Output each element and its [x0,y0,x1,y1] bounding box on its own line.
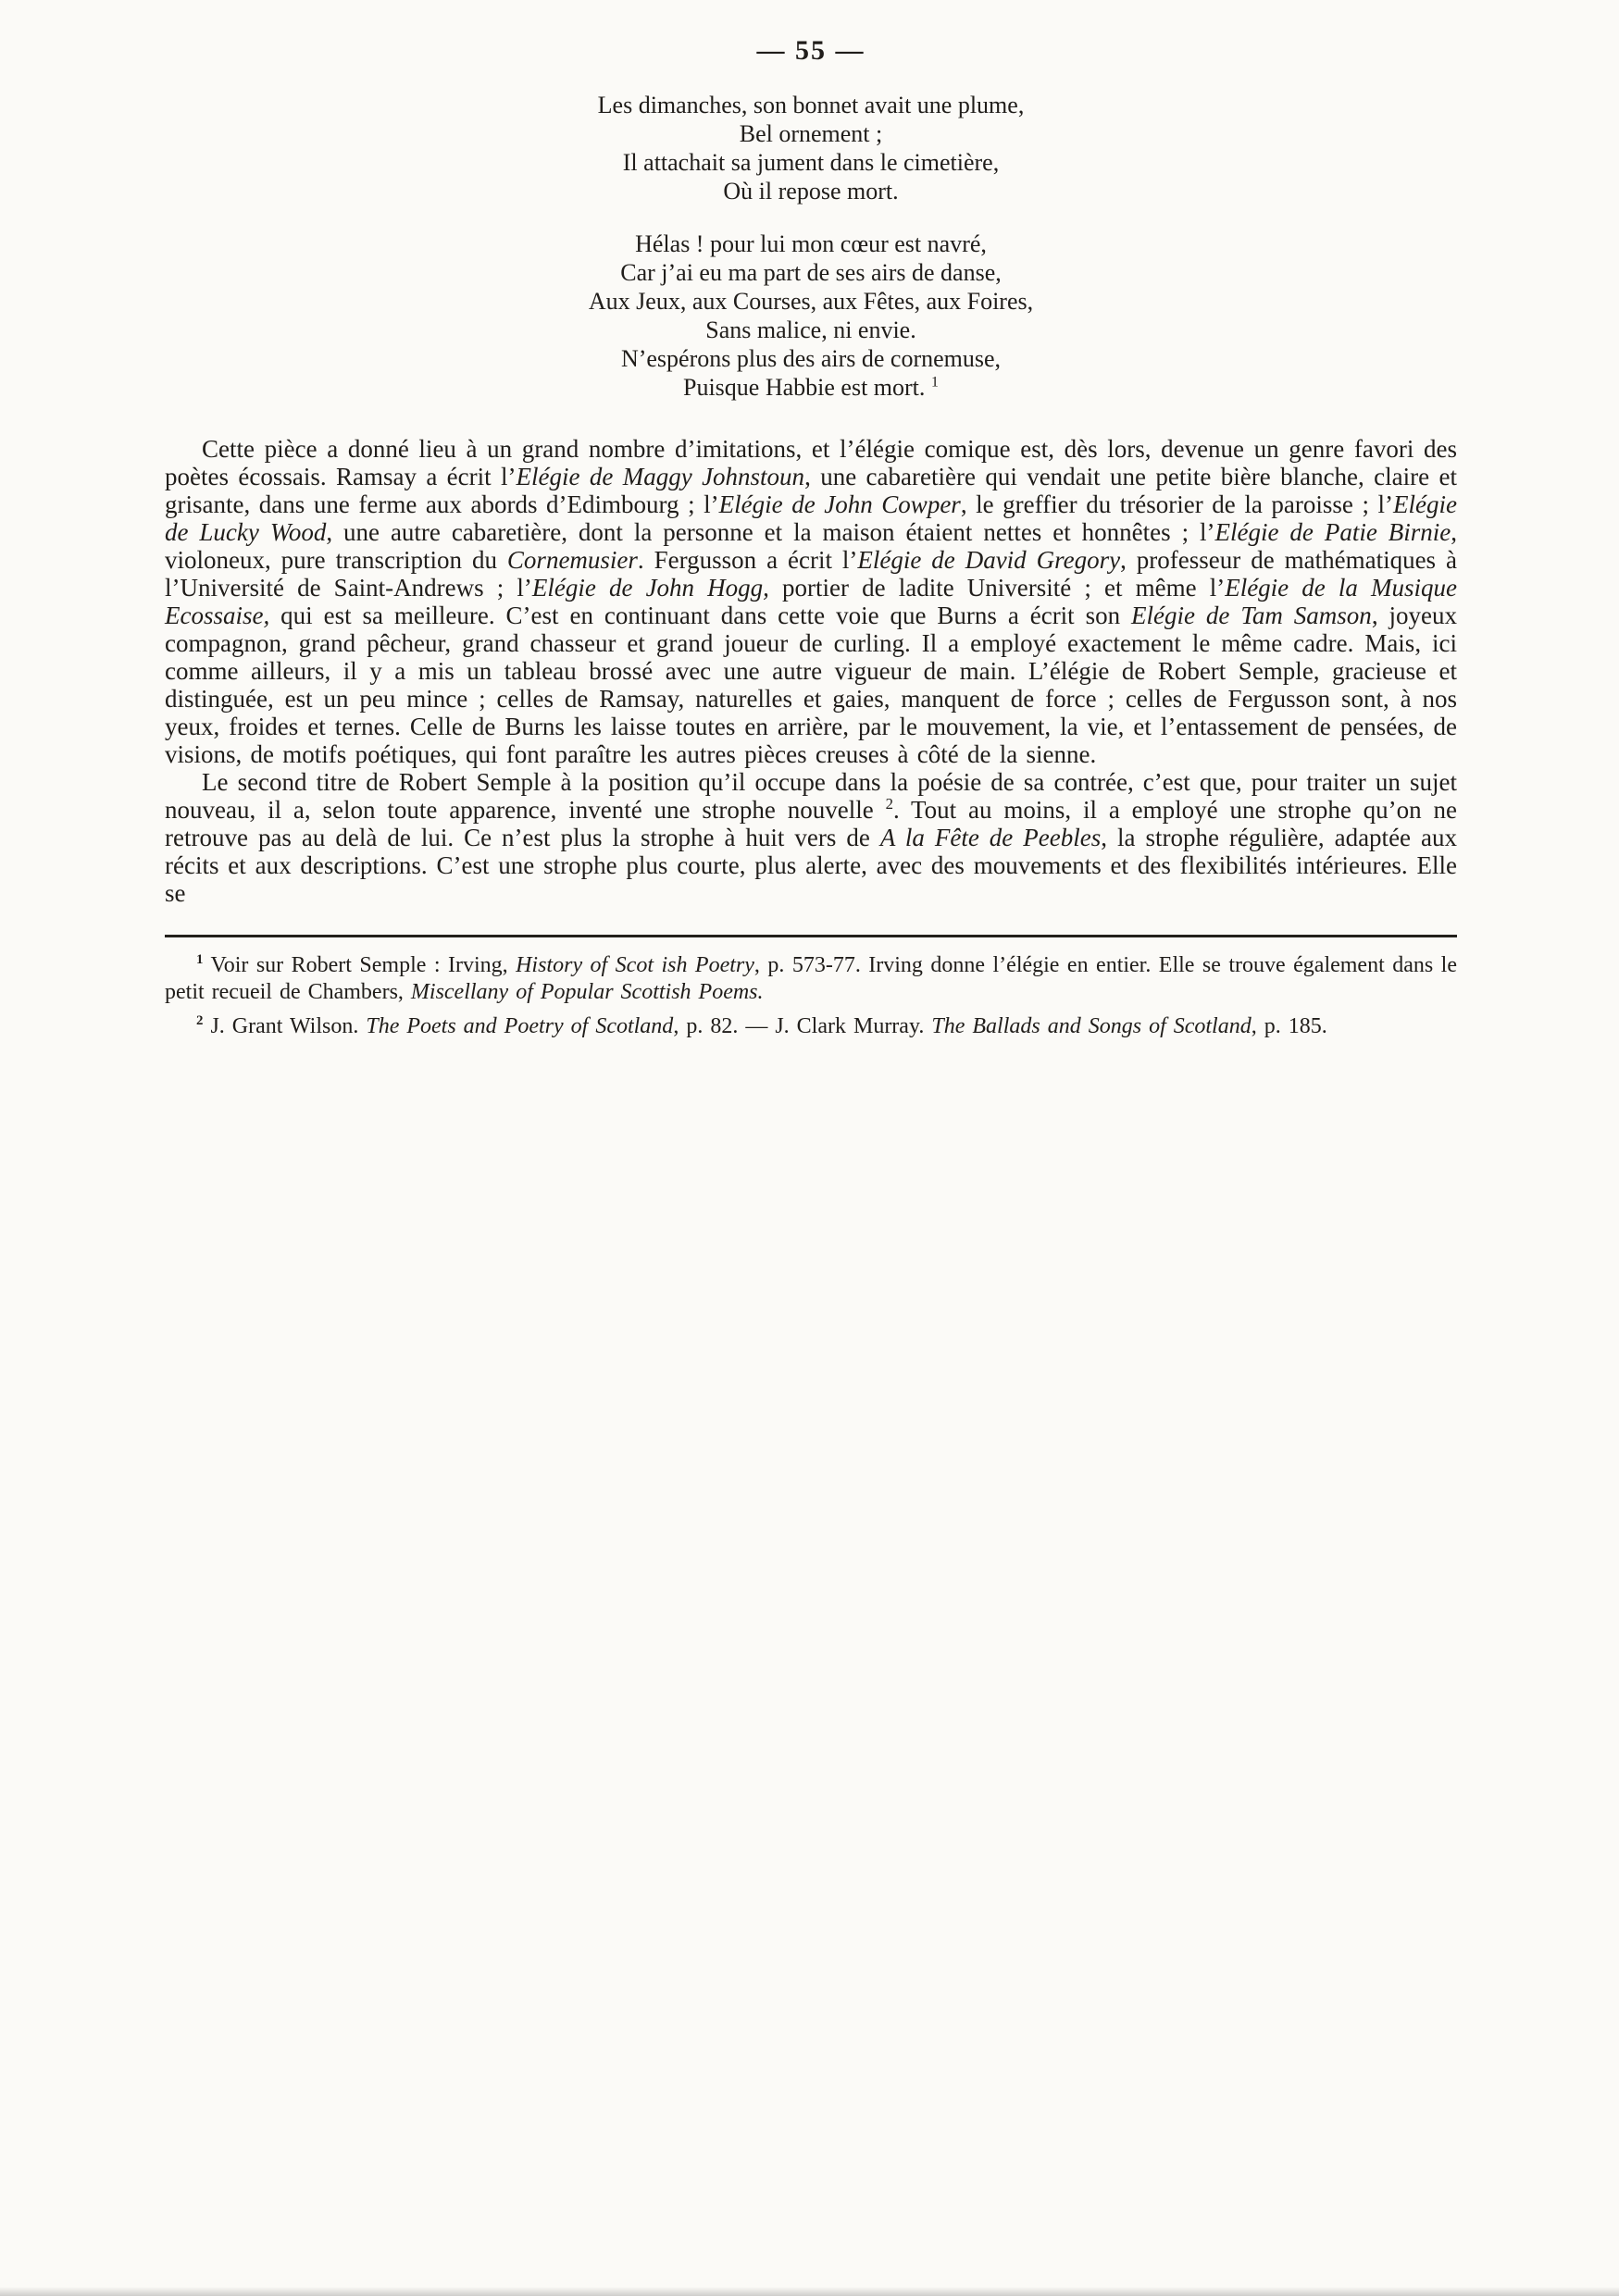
verse-line: Où il repose mort. [723,178,899,205]
page-number: — 55 — [756,35,866,66]
paragraph-strophe: Le second titre de Robert Semple à la position qu’il occupe dans la poésie de sa contrée, c’est que, pour traiter un sujet nouveau, il a, selon toute apparence, inventé une strophe nouvelle $^2$. Tout au moins, il a employé une strophe qu’on ne retrouve pas au delà de lui. Ce n’est plus la strophe à huit vers de A la Fête de Peebles, la strophe régulière, adaptée aux récits et aux descriptions. C’est une strophe plus courte, plus alerte, avec des mouvements et des flexibilités intérieures. Elle se [165,768,1458,907]
verse-stanza-2 [165,230,1457,402]
verse-line: Bel ornement ; [739,120,883,147]
footnotes-section [165,952,1457,1040]
verse-line: Hélas ! pour lui mon cœur est navré, [635,230,987,257]
body-text [165,435,1457,907]
verse-line: Aux Jeux, aux Courses, aux Fêtes, aux Foires, [588,288,1034,315]
verse-stanza-1 [165,91,1457,205]
verse-line: Sans malice, ni envie. [705,316,916,343]
verse-line: Puisque Habbie est mort. $^1$ [683,374,939,401]
verse-line: N’espérons plus des airs de cornemuse, [620,345,1002,372]
verse-line: Car j’ai eu ma part de ses airs de danse, [620,259,1002,286]
footnote-divider [165,935,1457,937]
verse-line: Il attachait sa jument dans le cimetière, [622,149,1000,176]
verse-line: Les dimanches, son bonnet avait une plume, [597,92,1025,118]
paragraph-elegies: Cette pièce a donné lieu à un grand nombre d’imitations, et l’élégie comique est, dès lors, devenue un genre favori des poètes écossais. Ramsay a écrit l’Elégie de Maggy Johnstoun, une cabaretière qui vendait une petite bière blanche, claire et grisante, dans une ferme aux abords d’Edimbourg ; l’Elégie de John Cowper, le greffier du trésorier de la paroisse ; l’Elégie de Lucky Wood, une autre cabaretière, dont la personne et la maison étaient nettes et honnêtes ; l’Elégie de Patie Birnie, violoneux, pure transcription du Cornemusier. Fergusson a écrit l’Elégie de David Gregory, professeur de mathématiques à l’Université de Saint-Andrews ; l’Elégie de John Hogg, portier de ladite Université ; et même l’Elégie de la Musique Ecossaise, qui est sa meilleure. C’est en continuant dans cette voie que Burns a écrit son Elégie de Tam Samson, joyeux compagnon, grand pêcheur, grand chasseur et grand joueur de curling. Il a employé exactement le même cadre. Mais, ici comme ailleurs, il y a mis un tableau brossé avec une autre vigueur de main. L’élégie de Robert Semple, gracieuse et distinguée, est un peu mince ; celles de Ramsay, naturelles et gaies, manquent de force ; celles de Fergusson sont, à nos yeux, froides et ternes. Celle de Burns les laisse toutes en arrière, par le mouvement, la vie, et l’entassement de pensées, de visions, de motifs poétiques, qui font paraître les autres pièces creuses à côté de la sienne. [165,435,1457,768]
footnote-2: $^2$ J. Grant Wilson. The Poets and Poetry of Scotland, p. 82. — J. Clark Murray. The Ballads and Songs of Scotland, p. 185. [196,1013,1327,1038]
footnote-1: $^1$ Voir sur Robert Semple : Irving, History of Scot ish Poetry, p. 573-77. Irving donne l’élégie en entier. Elle se trouve également dans le petit recueil de Chambers, Miscellany of Popular Scottish Poems. [165,952,1457,1004]
page-content [0,0,1619,1040]
